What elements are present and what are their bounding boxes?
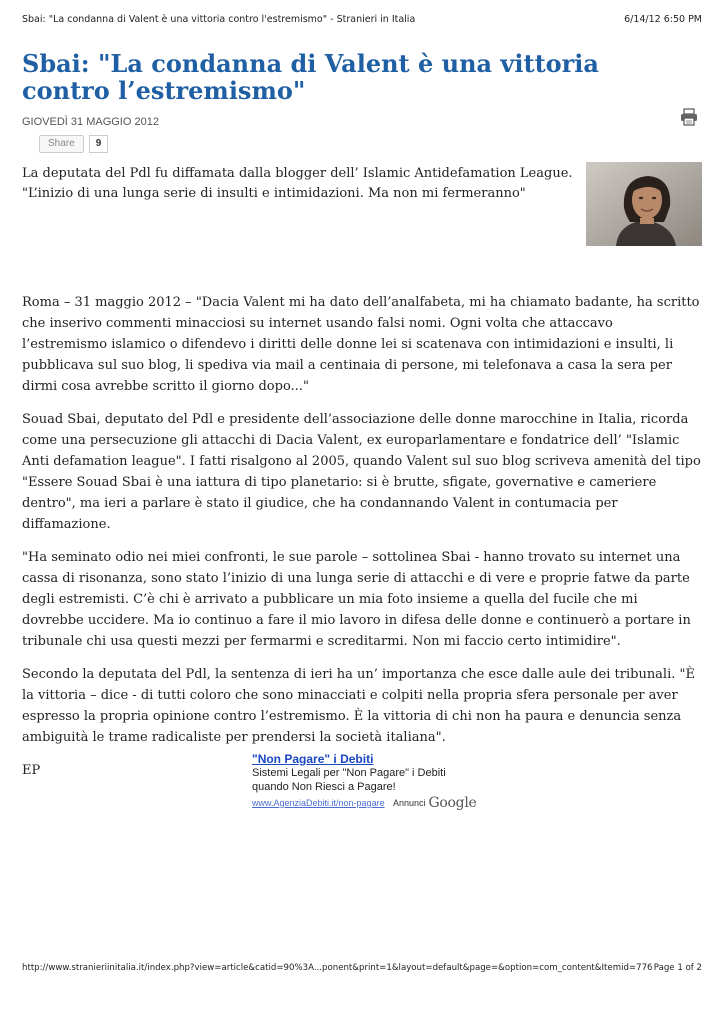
- print-header-datetime: 6/14/12 6:50 PM: [624, 14, 702, 25]
- author-photo: [586, 162, 702, 246]
- share-count: 9: [89, 135, 109, 153]
- article-paragraph: Roma – 31 maggio 2012 – "Dacia Valent mi ha dato dell’analfabeta, mi ha chiamato badante, ha scritto che inserivo commenti minacciosi su internet usando falsi nomi. Ogni volta che attaccavo l’estremismo islamico o difendevo i diritti delle donne lei si scatenava con intimidazioni e insulti, li pubblicava sul suo blog, li spediva via mail a centinaia di persone, mi telefonava a casa la sera per dirmi cosa avrebbe scritto il giorno dopo...": [22, 295, 700, 394]
- print-header-title: Sbai: "La condanna di Valent è una vittoria contro l'estremismo" - Stranieri in Italia: [22, 14, 416, 25]
- article-paragraph: "Ha seminato odio nei miei confronti, le sue parole – sottolinea Sbai - hanno trovato su internet una cassa di risonanza, sono stato l’inizio di una lunga serie di attacchi e di vere e proprie fatwe da parte degli estremisti. C’è chi è arrivato a pubblicare un mia foto insieme a quella del fucile che mi dovrebbe uccidere. Ma io continuo a fare il mio lavoro in difesa delle donne e continuerò a portare in tribunale chi usa questi mezzi per fermarmi e screditarmi. Non mi faccio certo intimidire".: [22, 550, 691, 649]
- ad-annunci-label[interactable]: Annunci: [393, 798, 426, 808]
- google-ad: [252, 752, 482, 811]
- print-footer-url: http://www.stranieriinitalia.it/index.php?view=article&catid=90%3A...ponent&print=1&layout=default&page=&option=com_content&Itemid=776: [22, 963, 653, 973]
- article-title: Sbai: "La condanna di Valent è una vittoria contro l’estremismo": [22, 49, 599, 105]
- article-body: [22, 292, 702, 793]
- article-date: GIOVEDÌ 31 MAGGIO 2012: [22, 116, 159, 128]
- print-header: [22, 14, 702, 25]
- print-icon[interactable]: [680, 108, 698, 126]
- ad-text-line: Sistemi Legali per "Non Pagare" i Debiti: [252, 767, 446, 779]
- google-logo: Google: [428, 795, 477, 811]
- ad-url-link[interactable]: www.AgenziaDebiti.it/non-pagare: [252, 798, 385, 808]
- print-footer: [22, 963, 702, 973]
- article-paragraph: Souad Sbai, deputato del Pdl e presidente dell’associazione delle donne marocchine in Italia, ricorda come una persecuzione gli attacchi di Dacia Valent, ex europarlamentare e fondatrice dell’ "Islamic Anti defamation league". I fatti risalgono al 2005, quando Valent sul suo blog scriveva amenità del tipo "Essere Souad Sbai è una iattura di tipo planetario: si è brutte, sfigate, governative e cameriere dentro", ma ieri a parlare è stato il giudice, che ha condannando Valent in contumacia per diffamazione.: [22, 412, 701, 532]
- share-button[interactable]: Share: [39, 135, 84, 153]
- ad-text-line: quando Non Riesci a Pagare!: [252, 781, 396, 793]
- article-lead: La deputata del Pdl fu diffamata dalla blogger dell’ Islamic Antidefamation League. "L’inizio di una lunga serie di insulti e intimidazioni. Ma non mi fermeranno": [22, 166, 573, 201]
- article-signature: EP: [22, 763, 41, 778]
- article-paragraph: Secondo la deputata del Pdl, la sentenza di ieri ha un’ importanza che esce dalle aule dei tribunali. "È la vittoria – dice - di tutti coloro che sono minacciati e colpiti nella propria sfera personale per aver espresso la propria opinione contro l’estremismo. È la vittoria di chi non ha paura e denuncia senza ambiguità le trame radicaliste per prendersi la società italiana".: [22, 667, 695, 745]
- share-row: [39, 135, 108, 153]
- print-footer-page: Page 1 of 2: [653, 963, 702, 973]
- ad-footer: [252, 795, 482, 811]
- ad-title-link[interactable]: "Non Pagare" i Debiti: [252, 752, 374, 766]
